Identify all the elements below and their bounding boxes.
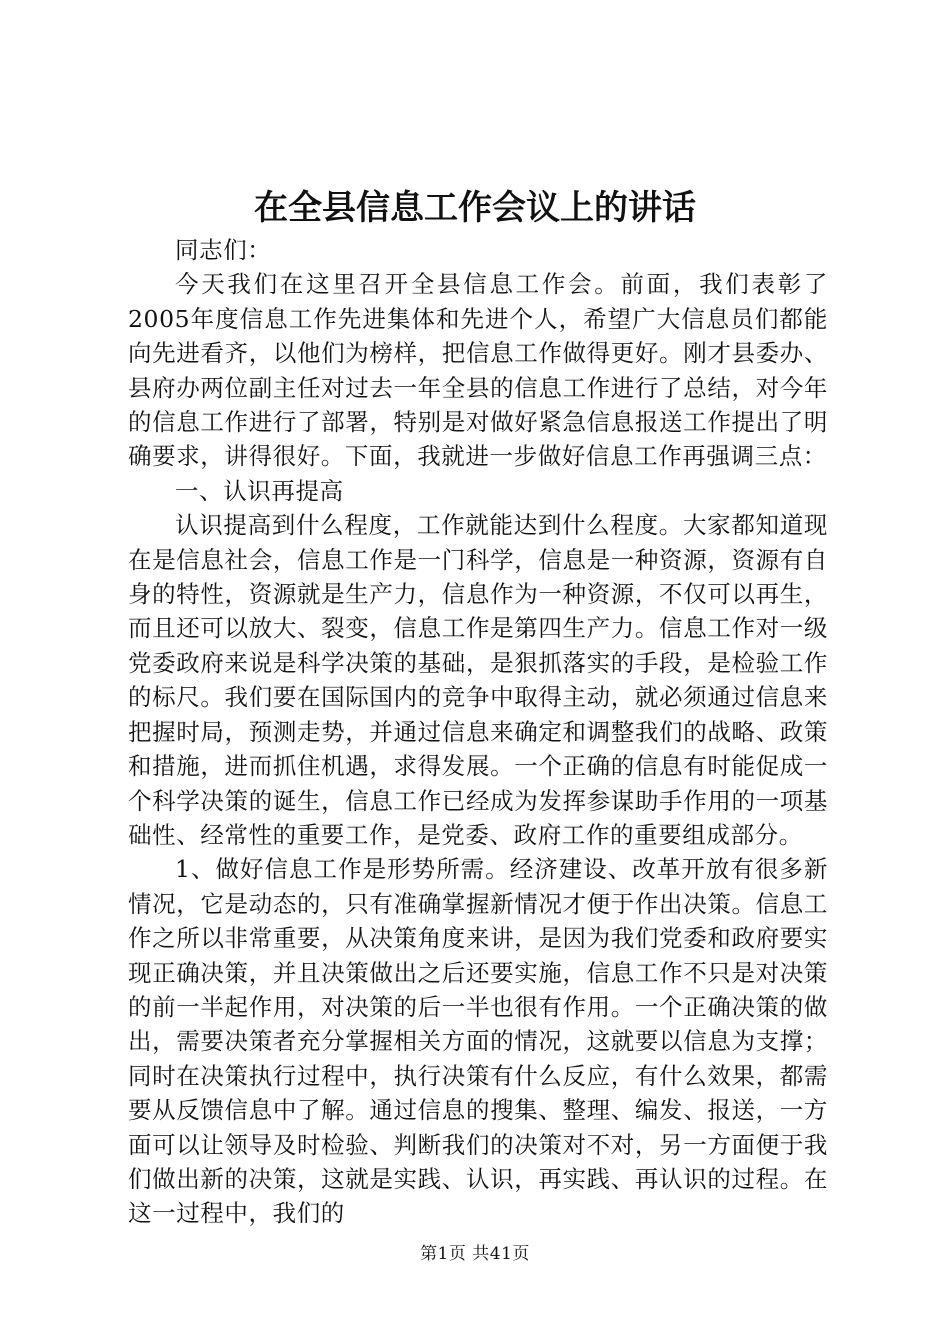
intro-paragraph: 今天我们在这里召开全县信息工作会。前面，我们表彰了2005年度信息工作先进集体和先进个人，希望广大信息员们都能向先进看齐，以他们为榜样，把信息工作做得更好。刚才县委办、县府办两位副主任对过去一年全县的信息工作进行了总结，对今年的信息工作进行了部署，特别是对做好紧急信息报送工作提出了明确要求，讲得很好。下面，我就进一步做好信息工作再强调三点： <box>128 270 828 471</box>
salutation-paragraph: 同志们： <box>175 236 272 264</box>
document-title: 在全县信息工作会议上的讲话 <box>254 188 696 228</box>
document-body <box>128 233 828 1231</box>
body-paragraph: 认识提高到什么程度，工作就能达到什么程度。大家都知道现在是信息社会，信息工作是一门科学，信息是一种资源，资源有自身的特性，资源就是生产力，信息作为一种资源，不仅可以再生，而且还可以放大、裂变，信息工作是第四生产力。信息工作对一级党委政府来说是科学决策的基础，是狠抓落实的手段，是检验工作的标尺。我们要在国际国内的竞争中取得主动，就必须通过信息来把握时局，预测走势，并通过信息来确定和调整我们的战略、政策和措施，进而抓住机遇，求得发展。一个正确的信息有时能促成一个科学决策的诞生，信息工作已经成为发挥参谋助手作用的一项基础性、经常性的重要工作，是党委、政府工作的重要组成部分。 <box>128 511 828 849</box>
section-heading: 一、认识再提高 <box>175 476 344 505</box>
page-number-footer: 第1页 共41页 <box>420 1244 530 1264</box>
body-paragraph: 1、做好信息工作是形势所需。经济建设、改革开放有很多新情况，它是动态的，只有准确掌握新情况才便于作出决策。信息工作之所以非常重要，从决策角度来讲，是因为我们党委和政府要实现正确决策，并且决策做出之后还要实施，信息工作不只是对决策的前一半起作用，对决策的后一半也很有作用。一个正确决策的做出，需要决策者充分掌握相关方面的情况，这就要以信息为支撑；同时在决策执行过程中，执行决策有什么反应，有什么效果，都需要从反馈信息中了解。通过信息的搜集、整理、编发、报送，一方面可以让领导及时检验、判断我们的决策对不对，另一方面便于我们做出新的决策，这就是实践、认识，再实践、再认识的过程。在这一过程中，我们的 <box>128 855 828 1228</box>
